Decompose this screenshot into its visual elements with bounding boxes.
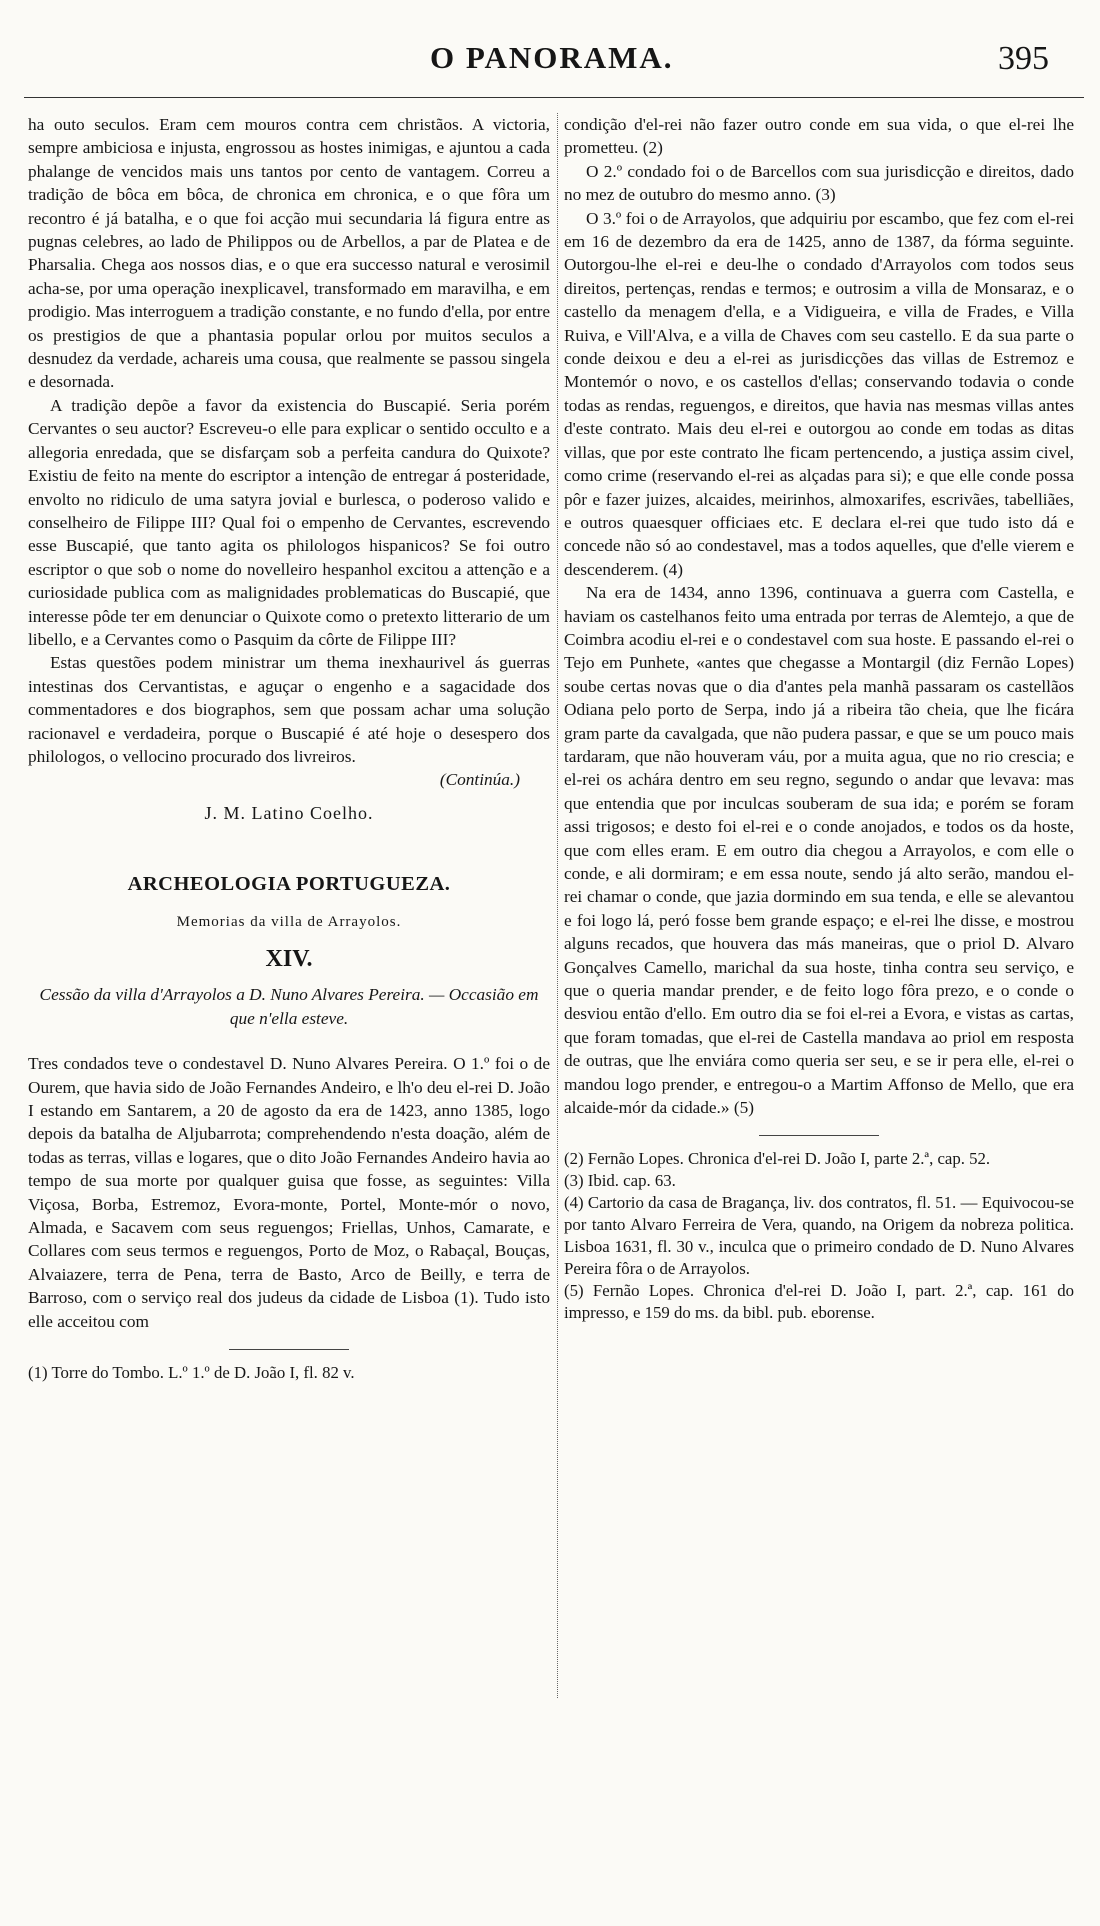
paragraph: Na era de 1434, anno 1396, continuava a guerra com Castella, e haviam os castelhanos feito uma entrada por terras de Alemtejo, a que de Coimbra acodiu el-rei e o condestavel com sua hoste. E passando el-rei o Tejo em Punhete, «antes que chegasse a Montargil (diz Fernão Lopes) soube certas novas que o dia d'antes pela manhã passaram os castellãos Odiana pelo porto de Serpa, indo já a ribeira tão cheia, que lhe ficára gram parte da cavalgada, que não pudera passar, e que se um pouco mais tardaram, que não houveram váu, por a muita agua, que no rio crescia; e el-rei os achára dentro em seu regno, segundo o andar que levava: mas que entendia que por inculcas souberam de sua ida; e porém se foram assi trigosos; e desto foi el-rei e o conde anojados, e todos os da hoste, que com elles eram. E em outro dia chegou a Arrayolos, e com elle o conde, e ali dormiram; e em essa noute, sendo já alto serão, mandou el-rei chamar o conde, que jazia dormindo em sua tenda, e elle se alevantou e foi logo lá, peró fosse bem grande espaço; e el-rei lhe disse, e mostrou alguns recados, que houvera das más maneiras, que o priol D. Alvaro Gonçalves Camello, marichal da sua hoste, tinha contra seu serviço, e que o queria mandar prender, e de feito logo fôra prezo, e o conde o desviou então d'ello. Em outro dia se foi el-rei a Evora, e vistas as cartas, que foram tomadas, que el-rei de Castella mandava ao priol em resposta de outras, que lhe enviára como queria ser seu, e se ir pera elle, el-rei o mandou logo prender, e entregou-o a Martim Affonso de Mello, que era alcaide-mór da cidade.» (5) xyxy=(564,583,1074,1118)
paragraph: ha outo seculos. Eram cem mouros contra cem christãos. A victoria, sempre ambiciosa e injusta, engrossou as hostes inimigas, e ajuntou a cada phalange de vencidos mais uns tantos por cento de vantagem. Correu a tradição de bôca em bôca, de chronica em chronica, e o que fôra um recontro é já batalha, e o que foi acção mui secundaria lá figura entre as pugnas celebres, ao lado de Philippos ou de Arbellos, a par de Platea e de Pharsalia. Chega aos nossos dias, e o que era successo natural e verosimil acha-se, por uma operação inexplicavel, transformado em maravilha, e em prodigio. Mas interroguem a tradição constante, e no fundo d'ella, por entre os prestigios de que a phantasia popular orlou por muitos seculos a desnudez da verdade, achareis uma cousa, que realmente se passou singela e desornada. xyxy=(28,115,550,392)
footnote: (5) Fernão Lopes. Chronica d'el-rei D. João I, part. 2.ª, cap. 161 do impresso, e 159 do ms. da bibl. pub. eborense. xyxy=(564,1281,1074,1323)
paragraph: O 2.º condado foi o de Barcellos com sua jurisdicção e direitos, dado no mez de outubro do mesmo anno. (3) xyxy=(564,161,1074,205)
section-number: XIV. xyxy=(265,946,313,972)
header-rule xyxy=(24,97,1084,98)
section-description: Cessão da villa d'Arrayolos a D. Nuno Alvares Pereira. — Occasião em que n'ella esteve. xyxy=(39,985,539,1028)
right-column xyxy=(564,113,1074,1324)
footnote-rule xyxy=(759,1135,879,1136)
paragraph: condição d'el-rei não fazer outro conde em sua vida, o que el-rei lhe prometteu. (2) xyxy=(564,115,1074,158)
page-header xyxy=(0,40,1100,90)
journal-title: O PANORAMA. xyxy=(430,40,674,75)
section-subtitle: Memorias da villa de Arrayolos. xyxy=(176,913,402,930)
footnote: (2) Fernão Lopes. Chronica d'el-rei D. João I, parte 2.ª, cap. 52. xyxy=(564,1149,991,1169)
page-number: 395 xyxy=(998,40,1049,77)
continued-note: (Continúa.) xyxy=(439,770,520,790)
footnote-rule xyxy=(229,1349,349,1350)
footnote: (4) Cartorio da casa de Bragança, liv. dos contratos, fl. 51. — Equivocou-se por tanto Alvaro Ferreira de Vera, quando, na Origem da nobreza politica. Lisboa 1631, fl. 30 v., inculca que o primeiro condado de D. Nuno Alvares Pereira fôra o de Arrayolos. xyxy=(564,1193,1074,1279)
paragraph: Estas questões podem ministrar um thema inexhaurivel ás guerras intestinas dos Cervantistas, e aguçar o engenho e a sagacidade dos commentadores e dos biographos, sem que possam achar uma solução racionavel e verdadeira, porque o Buscapié é até hoje o desespero dos philologos, o vellocino procurado dos livreiros. xyxy=(28,653,550,766)
author-signature: J. M. Latino Coelho. xyxy=(204,802,374,823)
footnote: (1) Torre do Tombo. L.º 1.º de D. João I, fl. 82 v. xyxy=(28,1363,355,1383)
column-divider xyxy=(557,113,558,1698)
paragraph: Tres condados teve o condestavel D. Nuno Alvares Pereira. O 1.º foi o de Ourem, que havia sido de João Fernandes Andeiro, e lh'o deu el-rei D. João I estando em Santarem, a 20 de agosto da era de 1423, anno 1385, logo depois da batalha de Aljubarrota; comprehendendo n'esta doação, além de todas as terras, villas e logares, que o dito João Fernandes Andeiro havia ao tempo de sua morte por qualquer guisa que fosse, as seguintes: Villa Viçosa, Borba, Estremoz, Evora-monte, Portel, Monte-mór o novo, Almada, e Sacavem com seus reguengos; Friellas, Unhos, Camarate, e Collares com seus termos e reguengos, Porto de Moz, o Rabaçal, Bouças, Alvaiazere, terra de Pena, terra de Basto, Arco de Beilly, e terra de Barroso, com o serviço real dos judeus da cidade de Lisboa (1). Tudo isto elle acceitou com xyxy=(28,1054,550,1331)
section-title: ARCHEOLOGIA PORTUGUEZA. xyxy=(127,873,451,896)
paragraph: A tradição depõe a favor da existencia do Buscapié. Seria porém Cervantes o seu auctor? Escreveu-o elle para explicar o sentido occulto e a allegoria enredada, que se disfarçam sob a perfeita candura do Quixote? Existiu de feito na mente do escriptor a intenção de entregar á posteridade, envolto no ridiculo de uma satyra jovial e burlesca, o poderoso valido e conselheiro de Filippe III? Qual foi o empenho de Cervantes, escrevendo esse Buscapié, que tanto agita os philologos hispanicos? Se foi outro escriptor o que sob o nome do novelleiro hespanhol excitou a attenção e a curiosidade publica com as malignidades problematicas do Buscapié, que interesse pôde ter em denunciar o Quixote como o pretexto litterario de um libello, e a Cervantes como o Pasquim da côrte de Filippe III? xyxy=(28,395,550,649)
paragraph: O 3.º foi o de Arrayolos, que adquiriu por escambo, que fez com el-rei em 16 de dezembro da era de 1425, anno de 1387, da fórma seguinte. Outorgou-lhe el-rei e deu-lhe o condado d'Arrayolos com todos seus direitos, pertenças, rendas e termos; e outrosim a villa de Monsaraz, e o castello da menagem d'ella, e a Vidigueira, e villa de Frades, e Villa Ruiva, e Vill'Alva, e a villa de Chaves com seu castello. E da sua parte o conde deixou e deu a el-rei as jurisdicções das villas de Estremoz e Montemór o novo, e os castellos d'ellas; conservando todavia o conde todas as rendas, reguengos, e direitos, que havia nas mesmas villas antes d'este contrato. Mais deu el-rei e outorgou ao conde em todas as ditas villas, que por este contrato lhe ficam pertencendo, a justiça assim civel, como crime (reservando el-rei as alçadas para si); e que elle conde possa pôr e fazer juizes, alcaides, meirinhos, almoxarifes, escrivães, tabelliães, e outros quaesquer officiaes etc. E declara el-rei que tudo isto dá e concede não só ao condestavel, mas a todos aquelles, que d'elle vierem e descenderem. (4) xyxy=(564,208,1074,579)
left-column xyxy=(28,113,550,1384)
footnote: (3) Ibid. cap. 63. xyxy=(564,1171,676,1191)
